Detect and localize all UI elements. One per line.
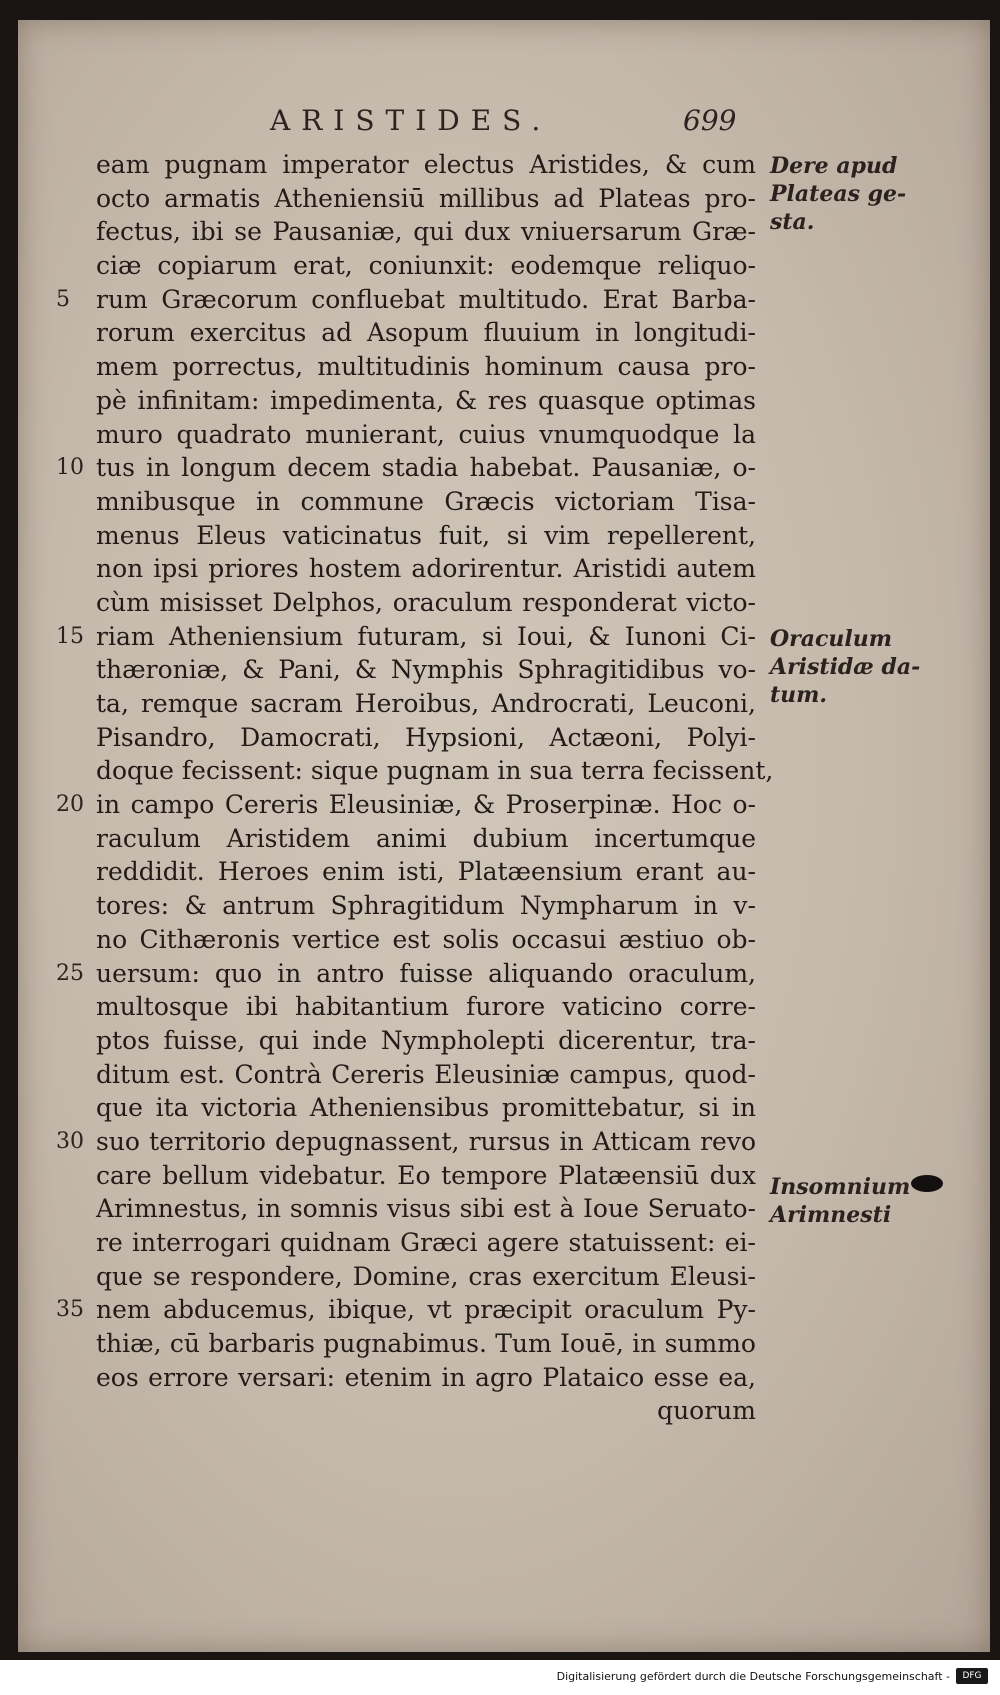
line-text: doque fecissent: sique pugnam in sua terra fecissent, <box>96 756 774 786</box>
text-line <box>96 822 756 856</box>
running-title: ARISTIDES. <box>270 104 552 137</box>
line-text: mem porrectus, multitudinis hominum causa pro- <box>96 352 756 382</box>
text-line <box>56 1293 756 1327</box>
line-text: rorum exercitus ad Asopum fluuium in longitudi- <box>96 318 756 348</box>
text-line <box>96 148 756 182</box>
text-line <box>56 957 756 991</box>
text-line <box>96 923 756 957</box>
text-line <box>56 283 756 317</box>
text-line <box>96 1024 756 1058</box>
line-text: rum Græcorum confluebat multitudo. Erat Barba- <box>96 284 756 314</box>
text-line <box>96 889 756 923</box>
line-text: ciæ copiarum erat, coniunxit: eodemque reliquo- <box>96 251 756 281</box>
text-line <box>96 552 756 586</box>
line-text: raculum Aristidem animi dubium incertumque <box>96 823 756 853</box>
text-line <box>96 1058 756 1092</box>
text-line <box>56 788 756 822</box>
text-line <box>96 519 756 553</box>
line-text: care bellum videbatur. Eo tempore Platæensiū dux <box>96 1160 756 1190</box>
line-text: in campo Cereris Eleusiniæ, & Proserpinæ. Hoc o- <box>96 790 756 820</box>
text-line <box>96 384 756 418</box>
text-line <box>96 1192 756 1226</box>
line-number: 10 <box>56 455 84 481</box>
line-text: tores: & antrum Sphragitidum Nympharum in v- <box>96 891 756 921</box>
text-line <box>96 1260 756 1294</box>
line-text: riam Atheniensium futuram, si Ioui, & Iunoni Ci- <box>96 621 756 651</box>
ink-blot-mark <box>911 1175 943 1192</box>
text-line <box>96 215 756 249</box>
line-text: reddidit. Heroes enim isti, Platæensium erant au- <box>96 857 756 887</box>
line-number: 30 <box>56 1128 84 1154</box>
line-text: que ita victoria Atheniensibus promittebatur, si in <box>96 1093 756 1123</box>
text-line <box>96 990 756 1024</box>
text-line <box>96 653 756 687</box>
line-text: multosque ibi habitantium furore vaticino corre- <box>96 992 756 1022</box>
text-line <box>96 316 756 350</box>
line-text: eam pugnam imperator electus Aristides, & cum <box>96 150 756 179</box>
line-text: non ipsi priores hostem adorirentur. Aristidi autem <box>96 554 756 584</box>
line-text: eos errore versari: etenim in agro Plataico esse ea, <box>96 1362 756 1392</box>
margin-note-plateas: Dere apud Plateas ge- sta. <box>770 153 907 235</box>
line-number: 5 <box>56 286 70 312</box>
line-text: fectus, ibi se Pausaniæ, qui dux vniuersarum Græ- <box>96 217 756 247</box>
line-text: muro quadrato munierant, cuius vnumquodque la <box>96 419 756 449</box>
line-text: menus Eleus vaticinatus fuit, si vim repellerent, <box>96 520 756 550</box>
text-line <box>96 485 756 519</box>
line-text: ditum est. Contrà Cereris Eleusiniæ campus, quod- <box>96 1059 756 1089</box>
line-text: tus in longum decem stadia habebat. Pausaniæ, o- <box>96 453 756 483</box>
margin-note-insomnium: Insomnium Arimnesti <box>770 1174 911 1228</box>
text-line <box>96 586 756 620</box>
line-number: 15 <box>56 623 84 649</box>
text-line <box>96 1361 756 1395</box>
book-page <box>18 20 990 1652</box>
text-line <box>96 418 756 452</box>
line-number: 25 <box>56 960 84 986</box>
line-text: cùm misisset Delphos, oraculum responderat victo- <box>96 587 756 617</box>
text-line <box>56 1125 756 1159</box>
line-text: thæroniæ, & Pani, & Nymphis Sphragitidibus vo- <box>96 655 756 685</box>
line-text: ta, remque sacram Heroibus, Androcrati, Leuconi, <box>96 689 756 718</box>
line-number: 20 <box>56 792 84 818</box>
text-line <box>56 620 756 654</box>
text-line <box>96 1159 756 1193</box>
text-line <box>96 350 756 384</box>
text-line <box>56 451 756 485</box>
line-text: quorum <box>657 1396 756 1426</box>
text-line <box>96 1327 756 1361</box>
text-line <box>96 249 756 283</box>
page-number: 699 <box>683 104 737 137</box>
text-line <box>96 754 774 788</box>
text-line <box>96 855 756 889</box>
margin-note-oraculum: Oraculum Aristidæ da- tum. <box>770 626 921 708</box>
line-text: ptos fuisse, qui inde Nympholepti dicerentur, tra- <box>96 1025 756 1055</box>
line-number: 35 <box>56 1297 84 1323</box>
text-line <box>96 182 756 216</box>
text-line <box>96 721 756 755</box>
line-text: thiæ, cū barbaris pugnabimus. Tum Iouē, in summo <box>96 1329 756 1359</box>
line-text: mnibusque in commune Græcis victoriam Tisa- <box>96 486 756 516</box>
digitization-footer <box>0 1660 1000 1695</box>
text-line <box>96 687 756 721</box>
line-text: suo territorio depugnassent, rursus in Atticam revo <box>96 1126 756 1156</box>
text-line <box>96 1394 756 1428</box>
line-text: Arimnestus, in somnis visus sibi est à Ioue Seruato- <box>96 1194 756 1224</box>
line-text: Pisandro, Damocrati, Hypsioni, Actæoni, Polyi- <box>96 722 756 752</box>
main-text-column <box>56 148 774 1428</box>
line-text: pè infinitam: impedimenta, & res quasque optimas <box>96 385 756 415</box>
dfg-logo: DFG <box>956 1668 988 1684</box>
funding-credit: Digitalisierung gefördert durch die Deutsche Forschungsgemeinschaft - <box>556 1670 950 1683</box>
line-text: que se respondere, Domine, cras exercitum Eleusi- <box>96 1261 756 1291</box>
line-text: re interrogari quidnam Græci agere statuissent: ei- <box>96 1228 756 1257</box>
line-text: no Cithæronis vertice est solis occasui æstiuo ob- <box>96 924 756 954</box>
text-line <box>96 1226 756 1260</box>
line-text: octo armatis Atheniensiū millibus ad Plateas pro- <box>96 183 756 213</box>
text-line <box>96 1091 756 1125</box>
line-text: uersum: quo in antro fuisse aliquando oraculum, <box>96 958 756 988</box>
line-text: nem abducemus, ibique, vt præcipit oraculum Py- <box>96 1295 756 1325</box>
